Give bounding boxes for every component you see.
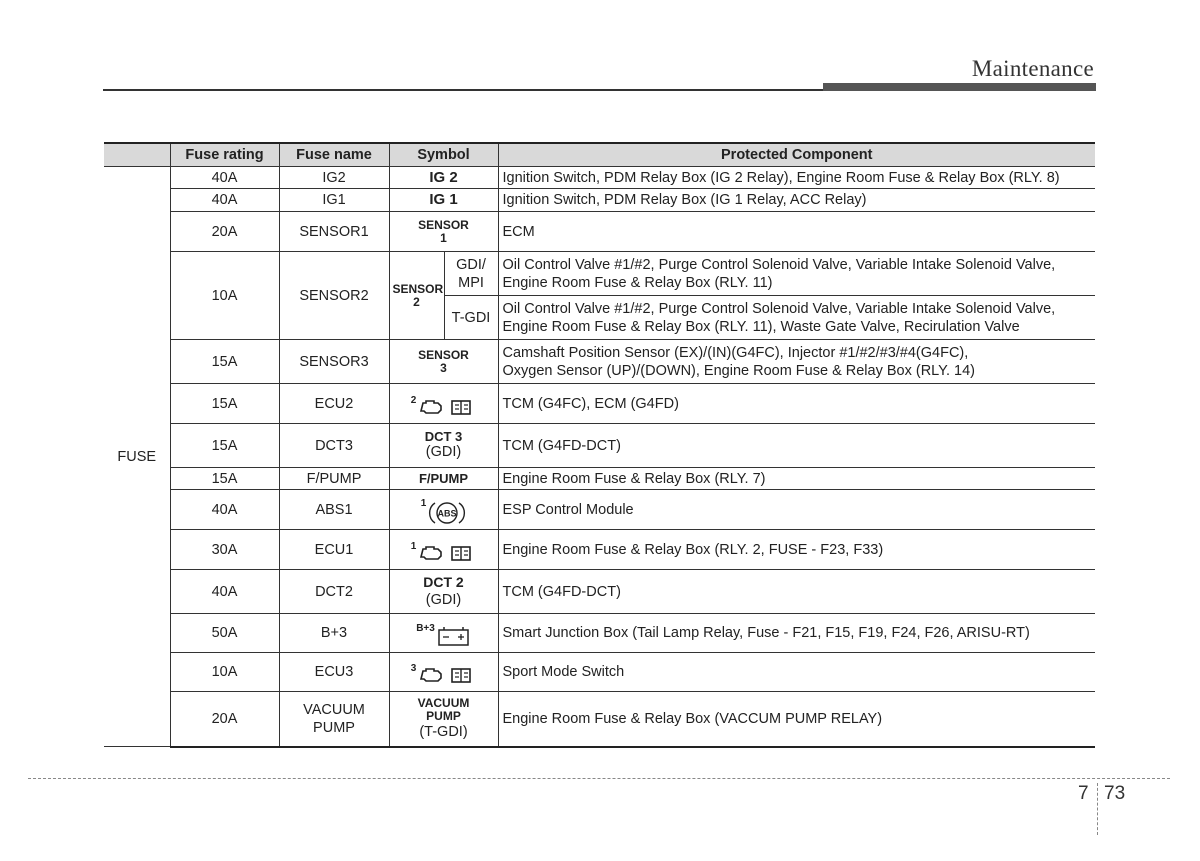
abs-icon <box>428 499 466 527</box>
fuse-rating: 50A <box>170 614 279 653</box>
fuse-name: ECU1 <box>279 530 389 570</box>
fuse-name: IG1 <box>279 189 389 212</box>
fuse-symbol <box>389 490 498 530</box>
fuse-symbol: F/PUMP <box>389 468 498 490</box>
header-protected-component: Protected Component <box>498 143 1095 167</box>
fuse-symbol: IG 2 <box>389 167 498 189</box>
component-line-2: Oxygen Sensor (UP)/(DOWN), Engine Room Fuse & Relay Box (RLY. 14) <box>502 362 975 379</box>
fuse-name: B+3 <box>279 614 389 653</box>
symbol-line-2: PUMP <box>426 708 461 723</box>
protected-component: ESP Control Module <box>498 490 1095 530</box>
symbol-label: DCT 3 <box>424 429 463 444</box>
protected-component: Engine Room Fuse & Relay Box (RLY. 7) <box>498 468 1095 490</box>
fuse-rating: 15A <box>170 384 279 424</box>
symbol-number: 2 <box>410 394 417 406</box>
fuse-table <box>104 142 1095 748</box>
fuse-name: SENSOR1 <box>279 212 389 252</box>
fuse-symbol <box>389 212 498 252</box>
fuse-name-line-2: PUMP <box>313 719 355 736</box>
fuse-symbol <box>389 340 498 384</box>
fuse-rating: 10A <box>170 653 279 692</box>
table-row <box>104 468 1095 490</box>
protected-component: Ignition Switch, PDM Relay Box (IG 1 Relay, ACC Relay) <box>498 189 1095 212</box>
fuse-name: SENSOR3 <box>279 340 389 384</box>
protected-component: Ignition Switch, PDM Relay Box (IG 2 Relay), Engine Room Fuse & Relay Box (RLY. 8) <box>498 167 1095 189</box>
fuse-rating: 40A <box>170 570 279 614</box>
header-rule-thick <box>823 83 1096 91</box>
fuse-rating: 15A <box>170 468 279 490</box>
engine-ecu-icon <box>418 396 476 418</box>
fuse-name: DCT3 <box>279 424 389 468</box>
table-row <box>104 167 1095 189</box>
abs-icon-text: ABS <box>437 508 457 518</box>
table-row <box>104 653 1095 692</box>
fuse-name: F/PUMP <box>279 468 389 490</box>
fuse-rating: 30A <box>170 530 279 570</box>
fuse-rating: 10A <box>170 252 279 340</box>
battery-icon <box>437 624 471 648</box>
footer-dashed-rule <box>28 778 1170 779</box>
symbol-line-2: 2 <box>413 294 420 309</box>
table-row <box>104 692 1095 747</box>
table-row <box>104 189 1095 212</box>
footer-page-number: 73 <box>1104 783 1126 804</box>
fuse-symbol <box>389 252 444 340</box>
table-row <box>104 614 1095 653</box>
page-header-title: Maintenance <box>971 56 1094 81</box>
table-row <box>104 570 1095 614</box>
symbol-note: (GDI) <box>425 444 462 460</box>
fuse-name: IG2 <box>279 167 389 189</box>
protected-component: Oil Control Valve #1/#2, Purge Control Solenoid Valve, Variable Intake Solenoid Valve, Engine Room Fuse & Relay Box (RLY. 11), Waste Gate Valve, Recirulation Valve <box>498 296 1095 340</box>
table-row <box>104 252 1095 296</box>
table-row <box>104 212 1095 252</box>
protected-component: TCM (G4FD-DCT) <box>498 424 1095 468</box>
symbol-line-1: VACUUM <box>417 695 470 710</box>
symbol-line-2: 1 <box>440 230 447 245</box>
table-row <box>104 384 1095 424</box>
fuse-name-line-1: VACUUM <box>303 701 365 718</box>
symbol-label: DCT 2 <box>423 574 464 590</box>
table-row <box>104 340 1095 384</box>
fuse-symbol <box>389 653 498 692</box>
fuse-rating: 15A <box>170 424 279 468</box>
symbol-number: B+3 <box>416 623 435 634</box>
symbol-line-2: 3 <box>440 360 447 375</box>
protected-component: Oil Control Valve #1/#2, Purge Control Solenoid Valve, Variable Intake Solenoid Valve, Engine Room Fuse & Relay Box (RLY. 11) <box>498 252 1095 296</box>
group-label: FUSE <box>104 167 170 747</box>
fuse-symbol <box>389 530 498 570</box>
fuse-symbol <box>389 424 498 468</box>
fuse-rating: 20A <box>170 692 279 747</box>
symbol-line-1: SENSOR <box>418 347 469 362</box>
protected-component: TCM (G4FC), ECM (G4FD) <box>498 384 1095 424</box>
symbol-icon-group <box>411 664 477 686</box>
symbol-number: 1 <box>410 540 417 552</box>
fuse-symbol <box>389 692 498 747</box>
symbol-icon-group <box>411 542 477 564</box>
fuse-name: ABS1 <box>279 490 389 530</box>
table-row <box>104 530 1095 570</box>
fuse-name: ECU2 <box>279 384 389 424</box>
symbol-line-1: SENSOR <box>418 217 469 232</box>
component-line-1: Camshaft Position Sensor (EX)/(IN)(G4FC), Injector #1/#2/#3/#4(G4FC), <box>502 344 969 361</box>
fuse-symbol <box>389 614 498 653</box>
table-row <box>104 424 1095 468</box>
protected-component: Engine Room Fuse & Relay Box (RLY. 2, FUSE - F23, F33) <box>498 530 1095 570</box>
engine-variant-label: T-GDI <box>444 296 498 340</box>
fuse-name: SENSOR2 <box>279 252 389 340</box>
fuse-rating: 40A <box>170 490 279 530</box>
fuse-name: DCT2 <box>279 570 389 614</box>
engine-ecu-icon <box>418 542 476 564</box>
fuse-symbol <box>389 384 498 424</box>
protected-component: Sport Mode Switch <box>498 653 1095 692</box>
symbol-icon-group <box>421 499 467 527</box>
header-fuse-rating: Fuse rating <box>170 143 279 167</box>
fuse-symbol <box>389 570 498 614</box>
table-row <box>104 490 1095 530</box>
symbol-note: (T-GDI) <box>419 723 468 740</box>
symbol-line-1: SENSOR <box>392 281 444 296</box>
fuse-rating: 20A <box>170 212 279 252</box>
symbol-icon-group <box>416 624 471 648</box>
symbol-number: 3 <box>410 663 417 674</box>
protected-component: Smart Junction Box (Tail Lamp Relay, Fuse - F21, F15, F19, F24, F26, ARISU-RT) <box>498 614 1095 653</box>
protected-component <box>498 340 1095 384</box>
protected-component: ECM <box>498 212 1095 252</box>
symbol-note: (GDI) <box>425 592 462 608</box>
symbol-number: 1 <box>420 497 427 509</box>
fuse-rating: 15A <box>170 340 279 384</box>
fuse-rating: 40A <box>170 189 279 212</box>
footer-chapter-number: 7 <box>1078 783 1089 804</box>
protected-component: Engine Room Fuse & Relay Box (VACCUM PUMP RELAY) <box>498 692 1095 747</box>
header-group <box>104 143 170 167</box>
engine-ecu-icon <box>418 664 476 686</box>
engine-variant-label: GDI/ MPI <box>444 252 498 296</box>
fuse-rating: 40A <box>170 167 279 189</box>
symbol-icon-group <box>411 396 477 418</box>
protected-component: TCM (G4FD-DCT) <box>498 570 1095 614</box>
table-header-row <box>104 143 1095 167</box>
footer-dashed-divider <box>1097 783 1098 835</box>
fuse-symbol: IG 1 <box>389 189 498 212</box>
header-fuse-name: Fuse name <box>279 143 389 167</box>
fuse-name: ECU3 <box>279 653 389 692</box>
header-symbol: Symbol <box>389 143 498 167</box>
fuse-name <box>279 692 389 747</box>
